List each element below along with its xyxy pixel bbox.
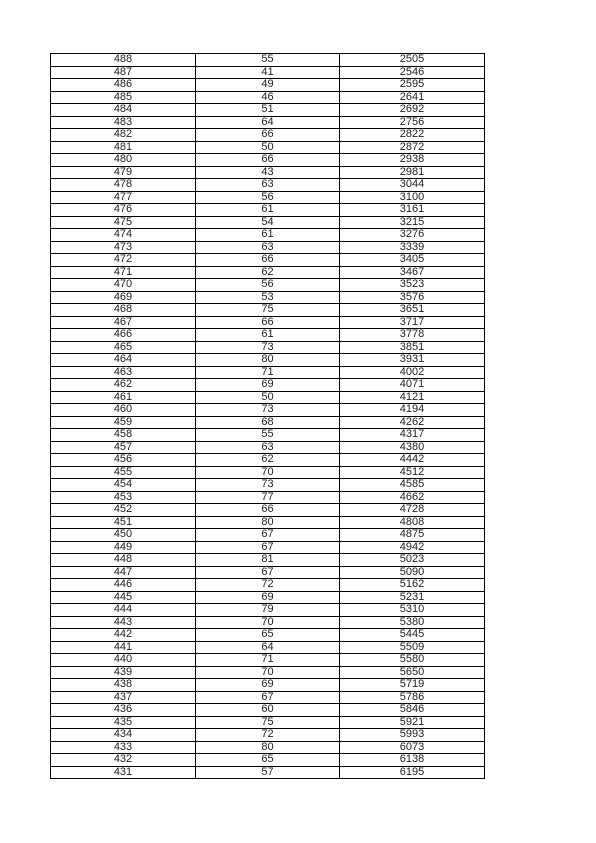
table-cell: 478 [51,179,196,192]
table-cell: 68 [196,416,340,429]
table-cell: 472 [51,254,196,267]
table-cell: 4442 [340,454,485,467]
table-cell: 4662 [340,491,485,504]
table-cell: 3215 [340,216,485,229]
table-cell: 451 [51,516,196,529]
table-cell: 456 [51,454,196,467]
table-cell: 480 [51,154,196,167]
table-cell: 60 [196,704,340,717]
table-row [51,104,485,117]
table-cell: 469 [51,291,196,304]
table-cell: 4808 [340,516,485,529]
table-cell: 434 [51,729,196,742]
table-cell: 69 [196,679,340,692]
table-row [51,404,485,417]
table-cell: 3467 [340,266,485,279]
table-cell: 5993 [340,729,485,742]
table-cell: 5509 [340,641,485,654]
table-cell: 3651 [340,304,485,317]
table-row [51,754,485,767]
table-row [51,504,485,517]
table-cell: 2981 [340,166,485,179]
table-cell: 437 [51,691,196,704]
table-cell: 3044 [340,179,485,192]
table-cell: 445 [51,591,196,604]
table-cell: 6073 [340,741,485,754]
table-cell: 80 [196,741,340,754]
table-cell: 479 [51,166,196,179]
table-cell: 463 [51,366,196,379]
table-row [51,529,485,542]
table-cell: 3523 [340,279,485,292]
table-cell: 3161 [340,204,485,217]
table-row [51,204,485,217]
table-row [51,391,485,404]
table-row [51,566,485,579]
table-cell: 2505 [340,54,485,67]
table-row [51,304,485,317]
table-cell: 433 [51,741,196,754]
table-row [51,679,485,692]
table-cell: 2595 [340,79,485,92]
table-cell: 43 [196,166,340,179]
table-row [51,79,485,92]
table-cell: 457 [51,441,196,454]
table-cell: 473 [51,241,196,254]
score-table [50,53,485,779]
table-cell: 453 [51,491,196,504]
table-cell: 73 [196,479,340,492]
table-row [51,579,485,592]
table-row [51,116,485,129]
table-row [51,429,485,442]
table-row [51,66,485,79]
table-row [51,229,485,242]
table-cell: 4380 [340,441,485,454]
table-cell: 73 [196,341,340,354]
table-cell: 61 [196,229,340,242]
table-cell: 5580 [340,654,485,667]
table-row [51,554,485,567]
table-cell: 63 [196,179,340,192]
table-cell: 474 [51,229,196,242]
table-cell: 46 [196,91,340,104]
table-cell: 5090 [340,566,485,579]
table-cell: 61 [196,204,340,217]
table-cell: 484 [51,104,196,117]
table-cell: 483 [51,116,196,129]
table-cell: 66 [196,154,340,167]
table-cell: 5231 [340,591,485,604]
table-row [51,266,485,279]
table-cell: 66 [196,504,340,517]
table-cell: 2546 [340,66,485,79]
table-row [51,241,485,254]
table-cell: 63 [196,241,340,254]
table-row [51,666,485,679]
table-cell: 2756 [340,116,485,129]
table-row [51,291,485,304]
table-cell: 61 [196,329,340,342]
table-row [51,691,485,704]
table-cell: 71 [196,654,340,667]
table-cell: 452 [51,504,196,517]
table-cell: 79 [196,604,340,617]
table-cell: 461 [51,391,196,404]
table-cell: 67 [196,541,340,554]
table-cell: 4002 [340,366,485,379]
table-cell: 2872 [340,141,485,154]
table-cell: 65 [196,754,340,767]
table-cell: 462 [51,379,196,392]
table-cell: 450 [51,529,196,542]
table-cell: 4512 [340,466,485,479]
table-cell: 476 [51,204,196,217]
table-row [51,716,485,729]
table-row [51,166,485,179]
table-row [51,216,485,229]
table-cell: 466 [51,329,196,342]
table-cell: 447 [51,566,196,579]
table-cell: 57 [196,766,340,779]
table-row [51,441,485,454]
table-cell: 2822 [340,129,485,142]
table-cell: 70 [196,666,340,679]
table-cell: 4121 [340,391,485,404]
table-cell: 440 [51,654,196,667]
table-row [51,616,485,629]
table-cell: 464 [51,354,196,367]
table-cell: 5786 [340,691,485,704]
table-cell: 5162 [340,579,485,592]
table-cell: 441 [51,641,196,654]
table-cell: 75 [196,304,340,317]
table-row [51,341,485,354]
table-row [51,379,485,392]
table-cell: 465 [51,341,196,354]
table-cell: 2641 [340,91,485,104]
table-cell: 71 [196,366,340,379]
table-cell: 3276 [340,229,485,242]
table-cell: 55 [196,54,340,67]
table-cell: 41 [196,66,340,79]
table-cell: 468 [51,304,196,317]
table-cell: 56 [196,191,340,204]
table-cell: 442 [51,629,196,642]
table-cell: 459 [51,416,196,429]
table-row [51,179,485,192]
table-row [51,416,485,429]
table-cell: 67 [196,691,340,704]
table-row [51,454,485,467]
table-cell: 67 [196,566,340,579]
table-cell: 3339 [340,241,485,254]
table-cell: 4317 [340,429,485,442]
table-row [51,279,485,292]
table-cell: 2692 [340,104,485,117]
table-cell: 3100 [340,191,485,204]
table-cell: 449 [51,541,196,554]
table-cell: 64 [196,641,340,654]
table-cell: 482 [51,129,196,142]
table-cell: 488 [51,54,196,67]
table-row [51,129,485,142]
table-cell: 4728 [340,504,485,517]
table-cell: 4585 [340,479,485,492]
table-cell: 55 [196,429,340,442]
table-cell: 481 [51,141,196,154]
table-cell: 475 [51,216,196,229]
table-cell: 53 [196,291,340,304]
table-cell: 5445 [340,629,485,642]
table-cell: 72 [196,579,340,592]
table-cell: 67 [196,529,340,542]
table-cell: 443 [51,616,196,629]
table-cell: 62 [196,454,340,467]
table-cell: 66 [196,316,340,329]
table-cell: 5846 [340,704,485,717]
table-cell: 3576 [340,291,485,304]
table-cell: 70 [196,466,340,479]
table-cell: 49 [196,79,340,92]
table-cell: 80 [196,516,340,529]
table-cell: 5023 [340,554,485,567]
table-row [51,541,485,554]
table-row [51,154,485,167]
table-cell: 3851 [340,341,485,354]
table-cell: 54 [196,216,340,229]
table-cell: 436 [51,704,196,717]
table-row [51,191,485,204]
table-row [51,516,485,529]
table-cell: 5921 [340,716,485,729]
table-cell: 5380 [340,616,485,629]
table-cell: 56 [196,279,340,292]
table-cell: 66 [196,254,340,267]
table-cell: 455 [51,466,196,479]
table-cell: 72 [196,729,340,742]
table-row [51,654,485,667]
table-cell: 62 [196,266,340,279]
table-row [51,141,485,154]
table-cell: 66 [196,129,340,142]
table-row [51,604,485,617]
table-cell: 4942 [340,541,485,554]
table-cell: 477 [51,191,196,204]
table-cell: 63 [196,441,340,454]
table-row [51,366,485,379]
table-cell: 6138 [340,754,485,767]
table-row [51,591,485,604]
table-row [51,641,485,654]
table-cell: 75 [196,716,340,729]
table-cell: 458 [51,429,196,442]
table-cell: 3931 [340,354,485,367]
table-cell: 470 [51,279,196,292]
table-row [51,91,485,104]
table-body [51,54,485,779]
table-row [51,466,485,479]
table-row [51,491,485,504]
table-cell: 80 [196,354,340,367]
table-row [51,54,485,67]
table-cell: 73 [196,404,340,417]
table-cell: 81 [196,554,340,567]
table-cell: 446 [51,579,196,592]
table-cell: 5719 [340,679,485,692]
table-cell: 431 [51,766,196,779]
table-row [51,479,485,492]
table-row [51,741,485,754]
table-cell: 5310 [340,604,485,617]
table-cell: 5650 [340,666,485,679]
table-row [51,704,485,717]
table-cell: 77 [196,491,340,504]
table-cell: 460 [51,404,196,417]
table-cell: 51 [196,104,340,117]
table-cell: 65 [196,629,340,642]
table-cell: 64 [196,116,340,129]
table-row [51,254,485,267]
table-cell: 4262 [340,416,485,429]
table-cell: 4875 [340,529,485,542]
table-cell: 454 [51,479,196,492]
table-cell: 486 [51,79,196,92]
table-cell: 50 [196,141,340,154]
table-cell: 69 [196,379,340,392]
table-cell: 3778 [340,329,485,342]
table-cell: 3405 [340,254,485,267]
table-cell: 444 [51,604,196,617]
table-cell: 467 [51,316,196,329]
table-cell: 70 [196,616,340,629]
table-row [51,629,485,642]
table-cell: 3717 [340,316,485,329]
table-cell: 2938 [340,154,485,167]
table-cell: 50 [196,391,340,404]
table-row [51,766,485,779]
table-cell: 4194 [340,404,485,417]
table-cell: 485 [51,91,196,104]
table-cell: 439 [51,666,196,679]
table-row [51,729,485,742]
table-cell: 487 [51,66,196,79]
table-cell: 69 [196,591,340,604]
table-row [51,316,485,329]
table-row [51,354,485,367]
table-cell: 435 [51,716,196,729]
table-cell: 4071 [340,379,485,392]
table-cell: 471 [51,266,196,279]
table-cell: 438 [51,679,196,692]
table-cell: 6195 [340,766,485,779]
table-row [51,329,485,342]
table-cell: 448 [51,554,196,567]
table-cell: 432 [51,754,196,767]
